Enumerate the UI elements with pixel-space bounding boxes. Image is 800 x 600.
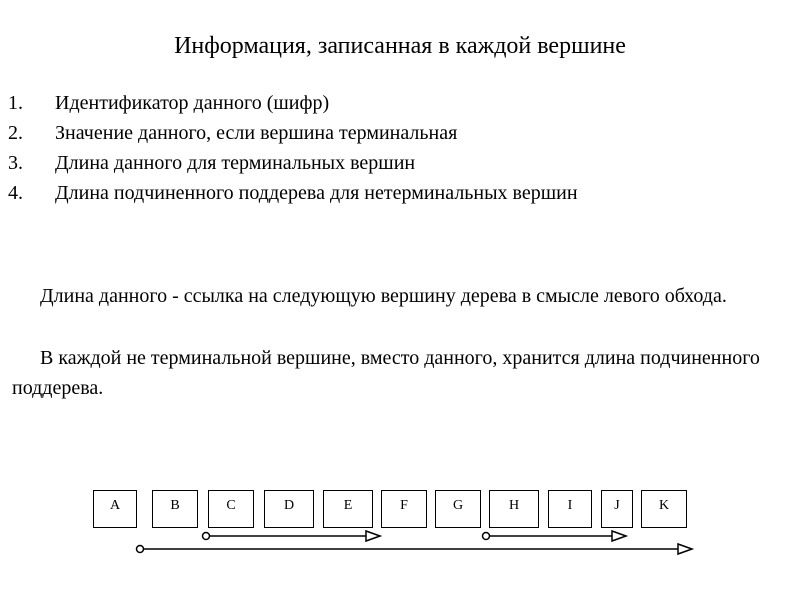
paragraph-data-length: Длина данного - ссылка на следующую вершину дерева в смысле левого обхода.	[40, 285, 727, 307]
node-box-a: A	[93, 490, 137, 528]
list-item-text: Длина подчиненного поддерева для нетерминальных вершин	[55, 182, 578, 204]
node-box-j: J	[601, 490, 633, 528]
arrow-c-to-e	[203, 531, 381, 541]
arrow-origin-dot	[483, 533, 490, 540]
list-item-text: Длина данного для терминальных вершин	[55, 152, 416, 174]
node-box-c: C	[208, 490, 254, 528]
arrow-head	[612, 531, 626, 541]
node-box-i: I	[548, 490, 592, 528]
node-box-f: F	[381, 490, 427, 528]
node-box-h: H	[489, 490, 539, 528]
list-item	[8, 88, 578, 118]
list-item-number: 2.	[8, 122, 23, 144]
node-box-k: K	[641, 490, 687, 528]
list-item	[8, 178, 578, 208]
list-item-text: Значение данного, если вершина терминальная	[55, 122, 458, 144]
list-item-number: 3.	[8, 152, 23, 174]
list-item-number: 4.	[8, 182, 23, 204]
list-item	[8, 118, 578, 148]
list-item	[8, 148, 578, 178]
list-item-text: Идентификатор данного (шифр)	[55, 92, 330, 114]
list-item-number: 1.	[8, 92, 23, 114]
node-box-b: B	[152, 490, 198, 528]
arrow-head	[678, 544, 692, 554]
info-list	[8, 88, 578, 208]
arrow-origin-dot	[137, 546, 144, 553]
paragraph-nonterminal: В каждой не терминальной вершине, вместо данного, хранится длина подчиненного поддерева.	[12, 347, 760, 399]
arrow-origin-dot	[203, 533, 210, 540]
node-box-e: E	[323, 490, 373, 528]
node-box-g: G	[435, 490, 481, 528]
slide-title: Информация, записанная в каждой вершине	[174, 33, 626, 59]
node-box-d: D	[264, 490, 314, 528]
arrow-head	[366, 531, 380, 541]
arrow-a-to-k	[137, 544, 693, 554]
arrow-h-to-j	[483, 531, 627, 541]
